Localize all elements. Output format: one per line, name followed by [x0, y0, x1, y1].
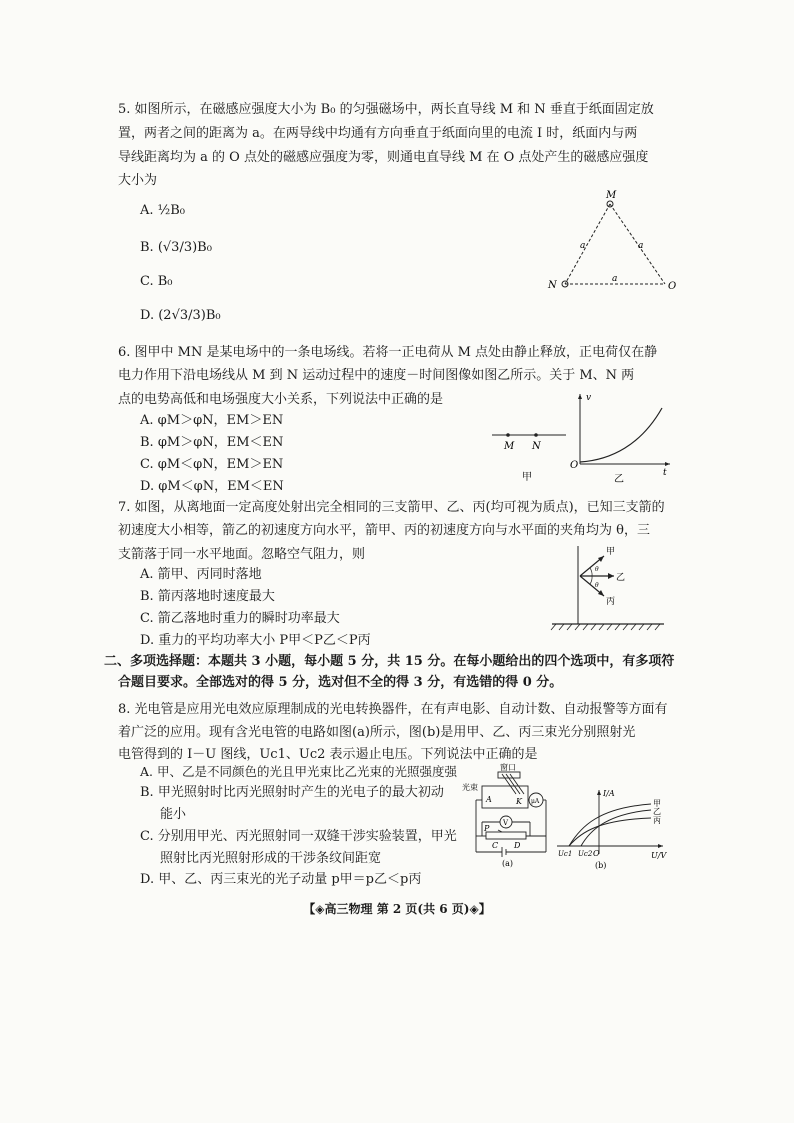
q6-origin: O [570, 460, 579, 471]
q5-label-a-bottom: a [612, 274, 618, 284]
q8-option-a: A. 甲、乙是不同颜色的光且甲光束比乙光束的光照强度强 [140, 764, 457, 779]
q7-theta-upper: θ [595, 566, 599, 573]
q7-option-c: C. 箭乙落地时重力的瞬时功率最大 [140, 611, 340, 626]
q8-label-window: 窗口 [500, 763, 516, 772]
q8-axis-i: I/A [603, 789, 615, 798]
q5-line-3: 导线距离均为 a 的 O 点处的磁感应强度为零，则通电直导线 M 在 O 点处产生的磁感应强度 [118, 150, 649, 165]
q5-line-4: 大小为 [118, 173, 158, 188]
q6-axis-t: t [663, 468, 667, 478]
q7-option-a: A. 箭甲、丙同时落地 [140, 567, 262, 582]
q8-label-c: C [492, 841, 499, 850]
q7-option-d: D. 重力的平均功率大小 P甲＜P乙＜P丙 [140, 633, 371, 648]
section2-line-2: 合题目要求。全部选对的得 5 分，选对但不全的得 3 分，有选错的得 0 分。 [118, 675, 563, 690]
q8-label-yi: 乙 [653, 807, 661, 816]
q8-label-voltmeter: V [503, 819, 509, 827]
q6-field-line-figure [490, 425, 570, 485]
q7-line-1: 7. 如图，从离地面一定高度处射出完全相同的三支箭甲、乙、丙(均可视为质点)，已知三支箭的 [118, 500, 665, 515]
q8-axis-u: U/V [651, 851, 667, 860]
q6-caption-jia: 甲 [522, 472, 532, 483]
q5-option-b: B. (√3/3)B₀ [140, 240, 212, 255]
q8-circuit-figure-a [462, 760, 562, 868]
q8-label-d: D [514, 841, 521, 850]
q8-option-c-cont: 照射比丙光照射形成的干涉条纹间距宽 [160, 851, 382, 866]
q5-option-a: A. ½B₀ [140, 203, 186, 218]
q6-line-2: 电力作用下沿电场线从 M 到 N 运动过程中的速度－时间图像如图乙所示。关于 M、N 两 [118, 368, 635, 383]
q5-option-c: C. B₀ [140, 274, 173, 289]
q7-label-jia: 甲 [606, 547, 616, 557]
section2-line-1: 二、多项选择题：本题共 3 小题，每小题 5 分，共 15 分。在每小题给出的四个选项中，有多项符 [104, 654, 675, 669]
q5-line-2: 置，两者之间的距离为 a。在两导线中均通有方向垂直于纸面向里的电流 I 时，纸面内与两 [118, 126, 638, 141]
q5-label-m: M [606, 190, 617, 201]
q8-label-p: P [484, 824, 490, 833]
q8-caption-a: (a) [502, 859, 514, 868]
q6-option-b: B. φM＞φN，EM＜EN [140, 435, 284, 450]
q8-line-2: 着广泛的应用。现有含光电管的电路如图(a)所示，图(b)是用甲、乙、丙三束光分别照射光 [118, 725, 636, 740]
q8-line-3: 电管得到的 I－U 图线，Uc1、Uc2 表示遏止电压。下列说法中正确的是 [118, 747, 538, 762]
q8-iu-graph-b [555, 786, 670, 871]
q5-label-o: O [668, 281, 677, 292]
q6-line-3: 点的电势高低和电场强度大小关系，下列说法中正确的是 [118, 392, 444, 407]
q8-option-b: B. 甲光照射时比丙光照射时产生的光电子的最大初动 [140, 785, 444, 800]
q7-label-yi: 乙 [616, 573, 626, 583]
q6-label-n: N [532, 441, 541, 452]
q8-label-ammeter: μA [531, 798, 540, 805]
page-footer: 【◈高三物理 第 2 页(共 6 页)◈】 [303, 902, 491, 916]
q7-option-b: B. 箭丙落地时速度最大 [140, 589, 275, 604]
q6-option-a: A. φM＞φN，EM＞EN [140, 413, 284, 428]
q6-label-m: M [504, 441, 515, 452]
q6-line-1: 6. 图甲中 MN 是某电场中的一条电场线。若将一正电荷从 M 点处由静止释放，正电荷仅在静 [118, 345, 658, 360]
q8-label-k: K [516, 797, 522, 806]
q8-option-c: C. 分别用甲光、丙光照射同一双缝干涉实验装置，甲光 [140, 829, 457, 844]
q8-option-b-cont: 能小 [160, 807, 187, 822]
q8-label-uc1: Uc1 [558, 850, 573, 858]
q5-label-a-left: a [580, 241, 586, 251]
q5-option-d: D. (2√3/3)B₀ [140, 308, 221, 323]
q7-line-3: 支箭落于同一水平地面。忽略空气阻力，则 [118, 547, 366, 562]
q8-line-1: 8. 光电管是应用光电效应原理制成的光电转换器件，在有声电影、自动计数、自动报警等方面有 [118, 702, 668, 717]
q7-theta-lower: θ [595, 582, 599, 589]
q5-line-1: 5. 如图所示，在磁感应强度大小为 B₀ 的匀强磁场中，两长直导线 M 和 N 垂直于纸面固定放 [118, 102, 654, 117]
q8-label-uc2: Uc2 [578, 850, 593, 858]
q8-label-a: A [486, 795, 492, 804]
q8-label-beam: 光束 [462, 783, 478, 792]
q7-line-2: 初速度大小相等，箭乙的初速度方向水平，箭甲、丙的初速度方向与水平面的夹角均为 θ，三 [118, 523, 650, 538]
q5-label-a-right: a [638, 241, 644, 251]
q7-label-bing: 丙 [606, 597, 616, 607]
q8-option-d: D. 甲、乙、丙三束光的光子动量 p甲＝p乙＜p丙 [140, 872, 422, 887]
q5-label-n: N [548, 280, 557, 291]
q7-arrows-figure [548, 540, 668, 635]
q6-vt-graph [566, 390, 676, 490]
q8-label-jia: 甲 [653, 799, 661, 808]
q6-caption-yi: 乙 [614, 474, 624, 485]
q8-origin: O [593, 849, 600, 858]
q5-triangle-figure [540, 188, 680, 298]
q8-label-bing: 丙 [653, 816, 661, 825]
q6-axis-v: v [586, 393, 592, 403]
q6-option-d: D. φM＜φN，EM＜EN [140, 479, 284, 494]
q8-caption-b: (b) [595, 861, 607, 870]
q6-option-c: C. φM＜φN，EM＞EN [140, 457, 284, 472]
